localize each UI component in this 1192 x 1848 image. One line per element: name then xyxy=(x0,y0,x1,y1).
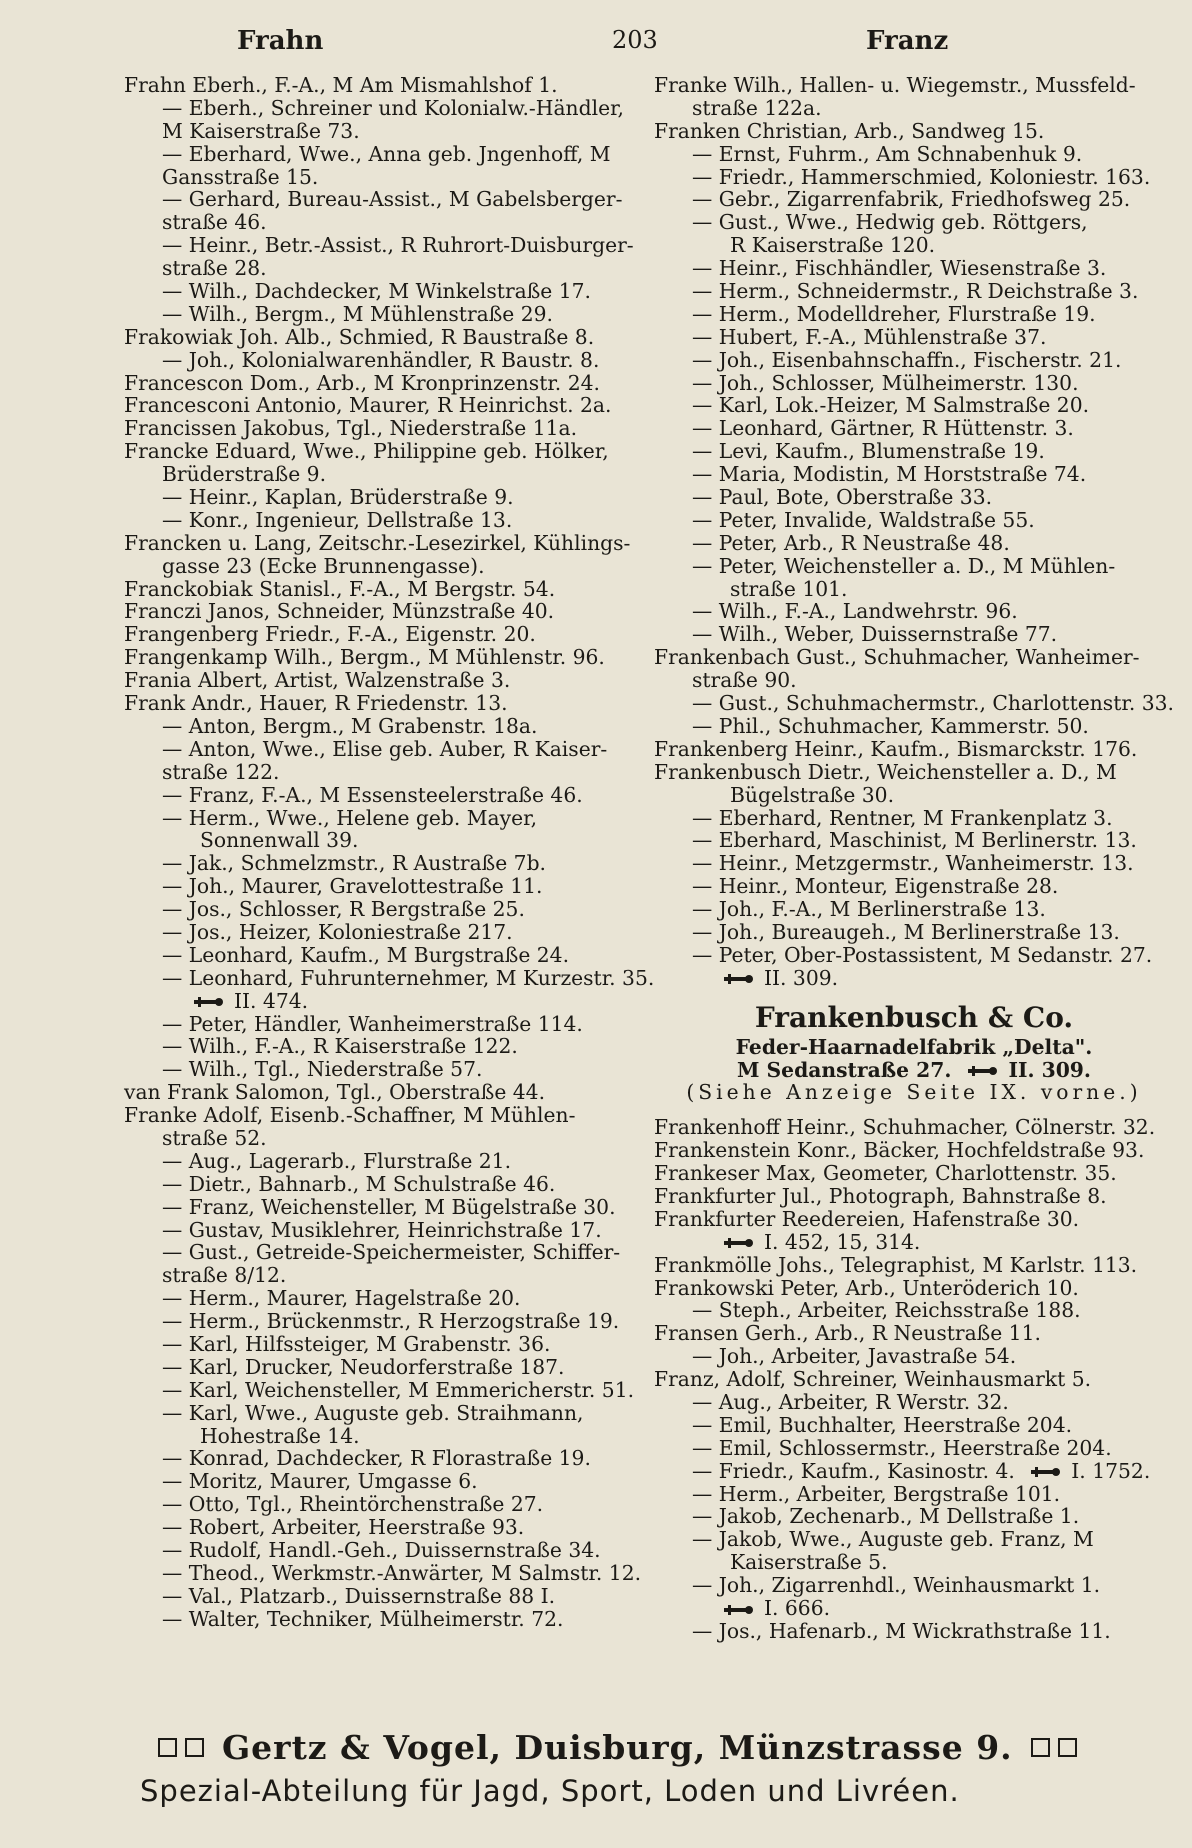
entry-line: Frank Andr., Hauer, R Friedenstr. 13. xyxy=(124,691,508,716)
telephone-icon xyxy=(724,1238,754,1248)
entry-line: Frankeser Max, Geometer, Charlottenstr. 35. xyxy=(654,1161,1117,1186)
entry-line: — Peter, Arb., R Neustraße 48. xyxy=(692,530,1010,555)
header-left-keyword: Frahn xyxy=(237,26,324,56)
entry-line: — Ernst, Fuhrm., Am Schnabenhuk 9. xyxy=(692,141,1083,166)
entry-line: — Jakob, Wwe., Auguste geb. Franz, M xyxy=(692,1527,1094,1552)
telephone-icon xyxy=(194,997,224,1007)
entry-line: straße 46. xyxy=(162,210,267,235)
entry-line: — Joh., Schlosser, Mülheimerstr. 130. xyxy=(692,370,1079,395)
entry-line: — Peter, Weichensteller a. D., M Mühlen- xyxy=(692,553,1116,578)
entry-line: — Leonhard, Fuhrunternehmer, M Kurzestr. 35. xyxy=(162,965,655,990)
entry-line: — Peter, Ober-Postassistent, M Sedanstr. 27. xyxy=(692,942,1153,967)
entry-line: — Emil, Schlossermstr., Heerstraße 204. xyxy=(692,1435,1112,1460)
phone-line xyxy=(654,1231,1174,1254)
entry-line: — Joh., Eisenbahnschaffn., Fischerstr. 21. xyxy=(692,347,1122,372)
entry-line: — Levi, Kaufm., Blumenstraße 19. xyxy=(692,439,1045,464)
entry-line: — Eberh., Schreiner und Kolonialw.-Händler, xyxy=(162,95,624,120)
entry-line: — Peter, Invalide, Waldstraße 55. xyxy=(692,507,1035,532)
entry-line: — Otto, Tgl., Rheintörchenstraße 27. xyxy=(162,1492,544,1517)
entry-line: Francesconi Antonio, Maurer, R Heinrichst. 2a. xyxy=(124,393,612,418)
entry-line: — Jak., Schmelzmstr., R Austraße 7b. xyxy=(162,851,546,876)
left-column xyxy=(124,73,655,1631)
telephone-icon xyxy=(968,1066,998,1076)
entry-line: straße 8/12. xyxy=(162,1263,287,1288)
entry-line: — Walter, Techniker, Mülheimerstr. 72. xyxy=(162,1606,564,1631)
entry-line: Frankenhoff Heinr., Schuhmacher, Cölnerstr. 32. xyxy=(654,1115,1156,1140)
entry-line: — Anton, Bergm., M Grabenstr. 18a. xyxy=(162,713,538,738)
entry-line: Frankenbusch Dietr., Weichensteller a. D., M xyxy=(654,759,1117,784)
entry-line: — Herm., Maurer, Hagelstraße 20. xyxy=(162,1286,521,1311)
entry-line: Frankenbach Gust., Schuhmacher, Wanheimer- xyxy=(654,645,1140,670)
entry-line: — Val., Platzarb., Duissernstraße 88 I. xyxy=(162,1583,556,1608)
entry-line: — Herm., Brückenmstr., R Herzogstraße 19. xyxy=(162,1309,620,1334)
entry-line: Frangenberg Friedr., F.-A., Eigenstr. 20. xyxy=(124,622,536,647)
advertisement-firm: Gertz & Vogel, Duisburg, Münzstrasse 9. xyxy=(222,1728,1013,1767)
firm-phone: II. 309. xyxy=(1008,1057,1091,1082)
entry-line: — Aug., Lagerarb., Flurstraße 21. xyxy=(162,1148,512,1173)
entry-line: — Herm., Wwe., Helene geb. Mayer, xyxy=(162,805,538,830)
entry-line: — Konrad, Dachdecker, R Florastraße 19. xyxy=(162,1446,591,1471)
entry-line: Franke Adolf, Eisenb.-Schaffner, M Mühlen- xyxy=(124,1103,576,1128)
entry-line: straße 52. xyxy=(162,1125,267,1150)
entry-line: — Friedr., Hammerschmied, Koloniestr. 163. xyxy=(692,164,1151,189)
entry-line: — Eberhard, Rentner, M Frankenplatz 3. xyxy=(692,805,1113,830)
entry-line: — Jakob, Zechenarb., M Dellstraße 1. xyxy=(692,1504,1080,1529)
entry-line: — Leonhard, Kaufm., M Burgstraße 24. xyxy=(162,942,570,967)
phone-number: I. 666. xyxy=(764,1596,831,1620)
entry-line: — Herm., Arbeiter, Bergstraße 101. xyxy=(692,1481,1061,1506)
entry-line: — Paul, Bote, Oberstraße 33. xyxy=(692,485,993,510)
entry-line: straße 122. xyxy=(162,759,280,784)
entry-line: Frakowiak Joh. Alb., Schmied, R Baustraße 8. xyxy=(124,324,595,349)
entry-line: — Steph., Arbeiter, Reichsstraße 188. xyxy=(692,1298,1081,1323)
entry-line: — Anton, Wwe., Elise geb. Auber, R Kaiser- xyxy=(162,736,608,761)
entry-line: Frangenkamp Wilh., Bergm., M Mühlenstr. 96. xyxy=(124,645,605,670)
entry-line: — Wilh., F.-A., Landwehrstr. 96. xyxy=(692,599,1018,624)
entry-line: — Wilh., Bergm., M Mühlenstraße 29. xyxy=(162,301,553,326)
entry-line: — Wilh., Dachdecker, M Winkelstraße 17. xyxy=(162,279,591,304)
box-ornament-right xyxy=(1027,1738,1081,1757)
entry-line: — Emil, Buchhalter, Heerstraße 204. xyxy=(692,1412,1073,1437)
entry-line: — Joh., Bureaugeh., M Berlinerstraße 13. xyxy=(692,919,1120,944)
phone-line xyxy=(654,967,1174,990)
phone-number: I. 1752. xyxy=(1071,1458,1151,1483)
entry-line: — Gebr., Zigarrenfabrik, Friedhofsweg 25. xyxy=(692,187,1131,212)
entry-line: — Joh., Arbeiter, Javastraße 54. xyxy=(692,1344,1017,1369)
advertisement-title xyxy=(140,1728,1170,1767)
entry-line: straße 122a. xyxy=(692,95,822,120)
entry-line: R Kaiserstraße 120. xyxy=(730,233,936,258)
entry-line: — Aug., Arbeiter, R Werstr. 32. xyxy=(692,1389,1009,1414)
entry-line: Kaiserstraße 5. xyxy=(730,1550,888,1575)
entry-line: — Konr., Ingenieur, Dellstraße 13. xyxy=(162,507,513,532)
entry-line: Frankenberg Heinr., Kaufm., Bismarckstr. 176. xyxy=(654,736,1138,761)
entry-line: Frankenstein Konr., Bäcker, Hochfeldstraße 93. xyxy=(654,1138,1145,1163)
entry-line: Gansstraße 15. xyxy=(162,164,319,189)
entry-line: — Moritz, Maurer, Umgasse 6. xyxy=(162,1469,478,1494)
entry-line: straße 28. xyxy=(162,256,267,281)
telephone-icon xyxy=(724,1605,754,1615)
firm-note: (Siehe Anzeige Seite IX. vorne.) xyxy=(686,1080,1142,1105)
header-right-keyword: Franz xyxy=(866,26,949,56)
entry-line: Franke Wilh., Hallen- u. Wiegemstr., Mussfeld- xyxy=(654,73,1136,97)
entry-line: — Heinr., Betr.-Assist., R Ruhrort-Duisburger- xyxy=(162,233,634,258)
phone-number: II. 474. xyxy=(234,988,309,1013)
entry-line xyxy=(654,1460,1174,1483)
entry-line: straße 90. xyxy=(692,668,797,693)
entry-line: Franken Christian, Arb., Sandweg 15. xyxy=(654,118,1045,143)
firm-street: M Sedanstraße 27. xyxy=(737,1057,952,1082)
entry-line: — Gust., Wwe., Hedwig geb. Röttgers, xyxy=(692,210,1088,235)
entry-line: — Gustav, Musiklehrer, Heinrichstraße 17. xyxy=(162,1217,602,1242)
entry-line: Bügelstraße 30. xyxy=(730,782,895,807)
entry-line: — Gust., Getreide-Speichermeister, Schiffer- xyxy=(162,1240,621,1265)
entry-line: — Wilh., Weber, Duissernstraße 77. xyxy=(692,622,1058,647)
telephone-icon xyxy=(1031,1467,1061,1477)
entry-line: — Karl, Wwe., Auguste geb. Straihmann, xyxy=(162,1400,584,1425)
entry-line: Francken u. Lang, Zeitschr.-Lesezirkel, Kühlings- xyxy=(124,530,631,555)
entry-line: — Eberhard, Wwe., Anna geb. Jngenhoff, M xyxy=(162,141,611,166)
entry-line: gasse 23 (Ecke Brunnengasse). xyxy=(162,553,485,578)
entry-line: — Herm., Modelldreher, Flurstraße 19. xyxy=(692,301,1096,326)
entry-line: — Wilh., Tgl., Niederstraße 57. xyxy=(162,1057,483,1082)
entry-line: Fransen Gerh., Arb., R Neustraße 11. xyxy=(654,1321,1041,1346)
entry-line: — Joh., F.-A., M Berlinerstraße 13. xyxy=(692,897,1046,922)
entry-line: — Robert, Arbeiter, Heerstraße 93. xyxy=(162,1515,525,1540)
entry-line: — Rudolf, Handl.-Geh., Duissernstraße 34. xyxy=(162,1538,601,1562)
entry-line: — Maria, Modistin, M Horststraße 74. xyxy=(692,462,1087,487)
entry-line: Franckobiak Stanisl., F.-A., M Bergstr. 54. xyxy=(124,576,556,601)
phone-number: I. 452, 15, 314. xyxy=(764,1229,921,1254)
entry-line: Frankfurter Reedereien, Hafenstraße 30. xyxy=(654,1206,1080,1231)
entry-line: Francke Eduard, Wwe., Philippine geb. Hölker, xyxy=(124,439,609,464)
entry-line: — Karl, Drucker, Neudorferstraße 187. xyxy=(162,1354,565,1379)
telephone-icon xyxy=(724,974,754,984)
entry-line: — Theod., Werkmstr.-Anwärter, M Salmstr. 12. xyxy=(162,1560,642,1585)
entry-line: — Franz, Weichensteller, M Bügelstraße 30. xyxy=(162,1194,616,1219)
entry-line: Francissen Jakobus, Tgl., Niederstraße 11a. xyxy=(124,416,578,441)
entry-line: — Heinr., Monteur, Eigenstraße 28. xyxy=(692,874,1059,899)
entry-line: — Eberhard, Maschinist, M Berlinerstr. 13. xyxy=(692,828,1137,853)
entry-line: van Frank Salomon, Tgl., Oberstraße 44. xyxy=(124,1080,546,1105)
phone-number: II. 309. xyxy=(764,965,839,990)
entry-line: M Kaiserstraße 73. xyxy=(162,118,360,143)
entry-line: — Gerhard, Bureau-Assist., M Gabelsberger- xyxy=(162,187,623,212)
entry-line: Franczi Janos, Schneider, Münzstraße 40. xyxy=(124,599,555,624)
entry-line: — Heinr., Kaplan, Brüderstraße 9. xyxy=(162,485,514,510)
phone-line xyxy=(654,1597,1174,1620)
right-column xyxy=(654,74,1174,1643)
entry-line: Francescon Dom., Arb., M Kronprinzenstr. 24. xyxy=(124,370,600,395)
entry-line: — Phil., Schuhmacher, Kammerstr. 50. xyxy=(692,713,1089,738)
entry-line: — Karl, Weichensteller, M Emmericherstr. 51. xyxy=(162,1377,635,1402)
box-ornament-left xyxy=(154,1738,208,1757)
entry-line: Hohestraße 14. xyxy=(200,1423,360,1448)
entry-line: — Peter, Händler, Wanheimerstraße 114. xyxy=(162,1011,583,1036)
entry-line: — Franz, F.-A., M Essensteelerstraße 46. xyxy=(162,782,583,807)
entry-line: — Jos., Heizer, Koloniestraße 217. xyxy=(162,919,513,944)
entry-line: Brüderstraße 9. xyxy=(162,462,327,487)
entry-line: — Dietr., Bahnarb., M Schulstraße 46. xyxy=(162,1171,556,1196)
entry-line: — Heinr., Fischhändler, Wiesenstraße 3. xyxy=(692,256,1107,281)
entry-line: Frania Albert, Artist, Walzenstraße 3. xyxy=(124,668,511,693)
page-number: 203 xyxy=(612,26,658,54)
entry-line: Frankmölle Johs., Telegraphist, M Karlstr. 113. xyxy=(654,1252,1138,1277)
entry-line: — Joh., Kolonialwarenhändler, R Baustr. 8. xyxy=(162,347,600,372)
firm-address xyxy=(654,1059,1174,1082)
phone-line xyxy=(124,990,644,1013)
advertisement-subtitle: Spezial-Abteilung für Jagd, Sport, Loden und Livréen. xyxy=(140,1774,960,1808)
entry-line: — Joh., Zigarrenhdl., Weinhausmarkt 1. xyxy=(692,1573,1101,1598)
entry-line: — Karl, Lok.-Heizer, M Salmstraße 20. xyxy=(692,393,1090,418)
entry-line: — Heinr., Metzgermstr., Wanheimerstr. 13. xyxy=(692,851,1134,876)
entry-line: Frankfurter Jul., Photograph, Bahnstraße 8. xyxy=(654,1183,1107,1208)
entry-line: Sonnenwall 39. xyxy=(200,828,359,853)
entry-line: Franz, Adolf, Schreiner, Weinhausmarkt 5. xyxy=(654,1367,1092,1392)
entry-line: — Herm., Schneidermstr., R Deichstraße 3. xyxy=(692,279,1139,304)
entry-line: Frahn Eberh., F.-A., M Am Mismahlshof 1. xyxy=(124,73,558,97)
firm-line: Feder-Haarnadelfabrik „Delta". xyxy=(735,1034,1093,1059)
firm-name: Frankenbusch & Co. xyxy=(754,1000,1074,1034)
entry-line: — Wilh., F.-A., R Kaiserstraße 122. xyxy=(162,1034,518,1059)
entry-line: — Gust., Schuhmachermstr., Charlottenstr. 33. xyxy=(692,691,1174,716)
entry-line: — Jos., Hafenarb., M Wickrathstraße 11. xyxy=(692,1618,1111,1643)
entry-line: straße 101. xyxy=(730,576,848,601)
entry-line: Frankowski Peter, Arb., Unteröderich 10. xyxy=(654,1275,1079,1300)
entry-text: — Friedr., Kaufm., Kasinostr. 4. xyxy=(692,1458,1015,1483)
entry-line: — Karl, Hilfssteiger, M Grabenstr. 36. xyxy=(162,1331,551,1356)
entry-line: — Jos., Schlosser, R Bergstraße 25. xyxy=(162,897,525,922)
entry-line: — Joh., Maurer, Gravelottestraße 11. xyxy=(162,874,543,899)
entry-line: — Hubert, F.-A., Mühlenstraße 37. xyxy=(692,324,1047,349)
entry-line: — Leonhard, Gärtner, R Hüttenstr. 3. xyxy=(692,416,1074,441)
